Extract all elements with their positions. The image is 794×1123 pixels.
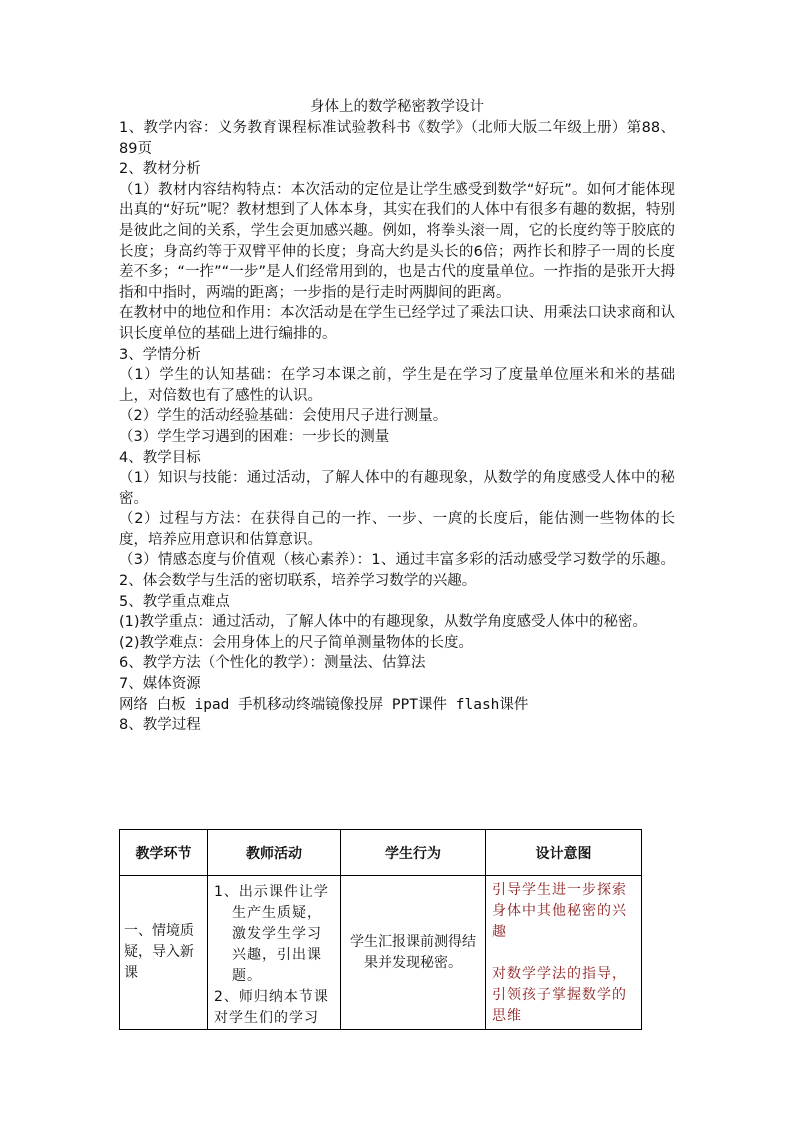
- cell-stage: 一、情境质疑，导入新课: [120, 876, 208, 1030]
- paragraph-goal-attitude: （3）情感态度与价值观（核心素养）：1、通过丰富多彩的活动感受学习数学的乐趣。2、体会数学与生活的密切联系，培养学习数学的兴趣。: [119, 552, 675, 590]
- cell-student-behavior: 学生汇报课前测得结果并发现秘密。: [341, 876, 486, 1030]
- heading-key-points: 5、教学重点难点: [119, 593, 230, 610]
- table-header-row: [120, 830, 642, 876]
- paragraph-material-structure: （1）教材内容结构特点：本次活动的定位是让学生感受到数学“好玩”。如何才能体现出真的“好玩”呢？教材想到了人体本身，其实在我们的人体中有很多有趣的数据，特别是彼此之间的关系，学生会更加感兴趣。例如，将拳头滚一周，它的长度约等于胶底的长度；身高约等于双臂平伸的长度；身高大约是头长的6倍；两拃长和脖子一周的长度差不多；“一拃”“一步”是人们经常用到的，也是古代的度量单位。一拃指的是张开大拇指和中指时，两端的距离；一步指的是行走时两脚间的距离。: [119, 181, 675, 301]
- heading-teaching-process: 8、教学过程: [119, 717, 201, 734]
- table-row: [120, 876, 642, 1030]
- heading-learner-analysis: 3、学情分析: [119, 346, 201, 363]
- header-teacher-activity: 教师活动: [208, 830, 341, 876]
- paragraph-activity-basis: （2）学生的活动经验基础：会使用尺子进行测量。: [119, 408, 448, 425]
- paragraph-goal-knowledge: （1）知识与技能：通过活动，了解人体中的有趣现象，从数学的角度感受人体中的秘密。: [119, 470, 675, 507]
- heading-material-analysis: 2、教材分析: [119, 161, 201, 178]
- intent-spacer: [492, 943, 637, 964]
- design-intent-2: 对数学学法的指导，引领孩子掌握数学的思维: [492, 966, 627, 1024]
- cell-teacher-activity: [208, 876, 341, 1030]
- teacher-activity-1: 1、出示课件让学生产生质疑，激发学生学习兴趣，引出课题。: [214, 884, 329, 984]
- paragraph-teaching-methods: 6、教学方法（个性化的教学）：测量法、估算法: [119, 655, 426, 672]
- paragraph-teaching-content: 1、教学内容：义务教育课程标准试验教科书《数学》（北师大版二年级上册）第88、89页: [119, 120, 675, 157]
- paragraph-difficulty: （3）学生学习遇到的困难：一步长的测量: [119, 428, 390, 445]
- paragraph-material-role: 在教材中的地位和作用：本次活动是在学生已经学过了乘法口诀、用乘法口诀求商和认识长度单位的基础上进行编排的。: [119, 305, 675, 342]
- cell-design-intent: [486, 876, 642, 1030]
- header-student-behavior: 学生行为: [341, 830, 486, 876]
- heading-teaching-goals: 4、教学目标: [119, 449, 201, 466]
- paragraph-cognitive-basis: （1）学生的认知基础：在学习本课之前，学生是在学习了度量单位厘米和米的基础上，对倍数也有了感性的认识。: [119, 367, 675, 404]
- document-title: 身体上的数学秘密教学设计: [310, 99, 484, 115]
- header-design-intent: 设计意图: [486, 830, 642, 876]
- design-intent-1: 引导学生进一步探索身体中其他秘密的兴趣: [492, 882, 627, 940]
- teaching-process-table: [119, 829, 642, 1030]
- document-body: [119, 118, 675, 736]
- paragraph-media-list: 网络 白板 ipad 手机移动终端镜像投屏 PPT课件 flash课件: [119, 696, 529, 713]
- paragraph-key-point: (1)教学重点：通过活动，了解人体中的有趣现象，从数学角度感受人体中的秘密。: [119, 614, 648, 631]
- paragraph-difficult-point: (2)教学难点：会用身体上的尺子简单测量物体的长度。: [119, 634, 474, 651]
- teacher-activity-2: 2、师归纳本节课对学生们的学习: [214, 989, 329, 1026]
- heading-media-resources: 7、媒体资源: [119, 676, 201, 693]
- paragraph-goal-process: （2）过程与方法：在获得自己的一拃、一步、一庹的长度后，能估测一些物体的长度，培养应用意识和估算意识。: [119, 511, 675, 548]
- header-stage: 教学环节: [120, 830, 208, 876]
